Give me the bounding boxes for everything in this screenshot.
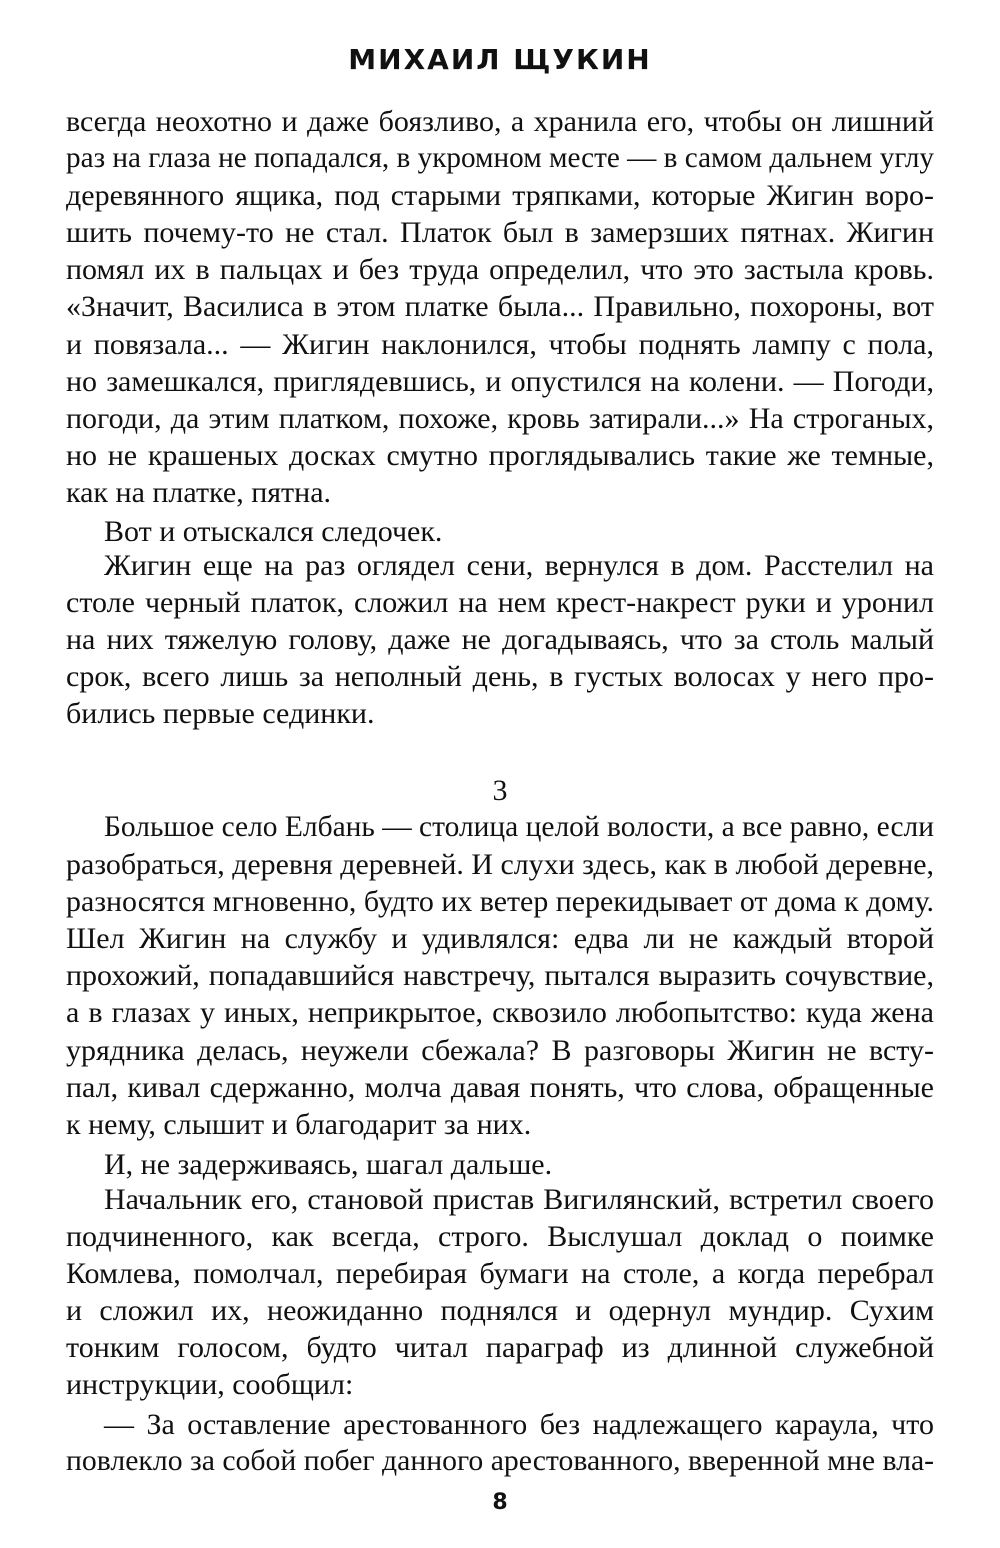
text-line: но замешкался, приглядевшись, и опустился на колени. — Погоди, xyxy=(66,364,934,398)
text-line: Большое село Елбань — столица целой волости, а все равно, если xyxy=(104,811,934,843)
text-line: и сложил их, неожиданно поднялся и одернул мундир. Сухим xyxy=(66,1294,934,1328)
text-line: погоди, да этим платком, похоже, кровь затирали...» На строганых, xyxy=(66,401,934,435)
text-line: Шел Жигин на службу и удивлялся: едва ли не каждый второй xyxy=(66,922,934,956)
text-line: столе черный платок, сложил на нем крест-накрест руки и уронил xyxy=(66,586,934,620)
text-line: разобраться, деревня деревней. И слухи здесь, как в любой деревне, xyxy=(66,848,934,882)
paragraph xyxy=(66,547,934,732)
text-line: — За оставление арестованного без надлежащего караула, что xyxy=(104,1408,934,1441)
text-line: разносятся мгновенно, будто их ветер перекидывает от дома к дому. xyxy=(66,885,934,919)
text-line: помял их в пальцах и без труда определил, что это застыла кровь. xyxy=(66,253,934,287)
text-line: Вот и отыскался следочек. xyxy=(104,515,443,548)
text-line: Комлева, помолчал, перебирая бумаги на столе, а когда перебрал xyxy=(66,1257,934,1291)
running-title: МИХАИЛ ЩУКИН xyxy=(348,43,652,76)
paragraph xyxy=(66,1146,934,1183)
text-line: к нему, слышит и благодарит за них. xyxy=(66,1107,532,1141)
text-line: на них тяжелую голову, даже не догадываясь, что за столь малый xyxy=(66,623,934,657)
text-line: подчиненного, как всегда, строго. Выслушал доклад о поимке xyxy=(66,1220,934,1254)
section-number: 3 xyxy=(492,774,508,807)
text-line: инструкции, сообщил: xyxy=(66,1368,354,1402)
paragraph xyxy=(66,1406,934,1480)
text-line: Начальник его, становой пристав Вигилянский, встретил своего xyxy=(104,1183,934,1216)
text-line: а в глазах у иных, неприкрытое, сквозило любопытство: куда жена xyxy=(66,996,934,1030)
text-line: как на платке, пятна. xyxy=(66,475,332,509)
text-line: срок, всего лишь за неполный день, в густых волосах у него про- xyxy=(66,660,934,694)
text-line: раз на глаза не попадался, в укромном месте — в самом дальнем углу xyxy=(66,142,934,175)
page-number: 8 xyxy=(492,1490,508,1515)
text-line: деревянного ящика, под старыми тряпками, которые Жигин воро- xyxy=(66,179,934,213)
text-line: всегда неохотно и даже боязливо, а хранила его, чтобы он лишний xyxy=(66,105,934,138)
text-line: но не крашеных досках смутно проглядывались такие же темные, xyxy=(66,438,934,472)
text-line: урядника делась, неужели сбежала? В разговоры Жигин не всту- xyxy=(66,1033,934,1067)
paragraph xyxy=(66,103,934,511)
text-line: и повязала... — Жигин наклонился, чтобы поднять лампу с пола, xyxy=(66,327,934,361)
text-line: прохожий, попадавшийся навстречу, пытался выразить сочувствие, xyxy=(66,959,934,993)
paragraph xyxy=(66,809,934,1143)
text-line: бились первые сединки. xyxy=(66,697,375,731)
paragraph xyxy=(66,1181,934,1404)
text-line: Жигин еще на раз оглядел сени, вернулся в дом. Расстелил на xyxy=(104,549,934,582)
text-line: тонким голосом, будто читал параграф из длинной служебной xyxy=(66,1331,934,1365)
text-line: повлекло за собой побег данного арестованного, вверенной мне вла- xyxy=(66,1445,935,1478)
text-line: шить почему-то не стал. Платок был в замерзших пятнах. Жигин xyxy=(66,216,934,250)
text-line: пал, кивал сдержанно, молча давая понять, что слова, обращенные xyxy=(66,1070,934,1104)
text-line: И, не задерживаясь, шагал дальше. xyxy=(104,1148,553,1181)
text-line: «Значит, Василиса в этом платке была... Правильно, похороны, вот xyxy=(66,290,934,324)
paragraph xyxy=(66,513,934,550)
